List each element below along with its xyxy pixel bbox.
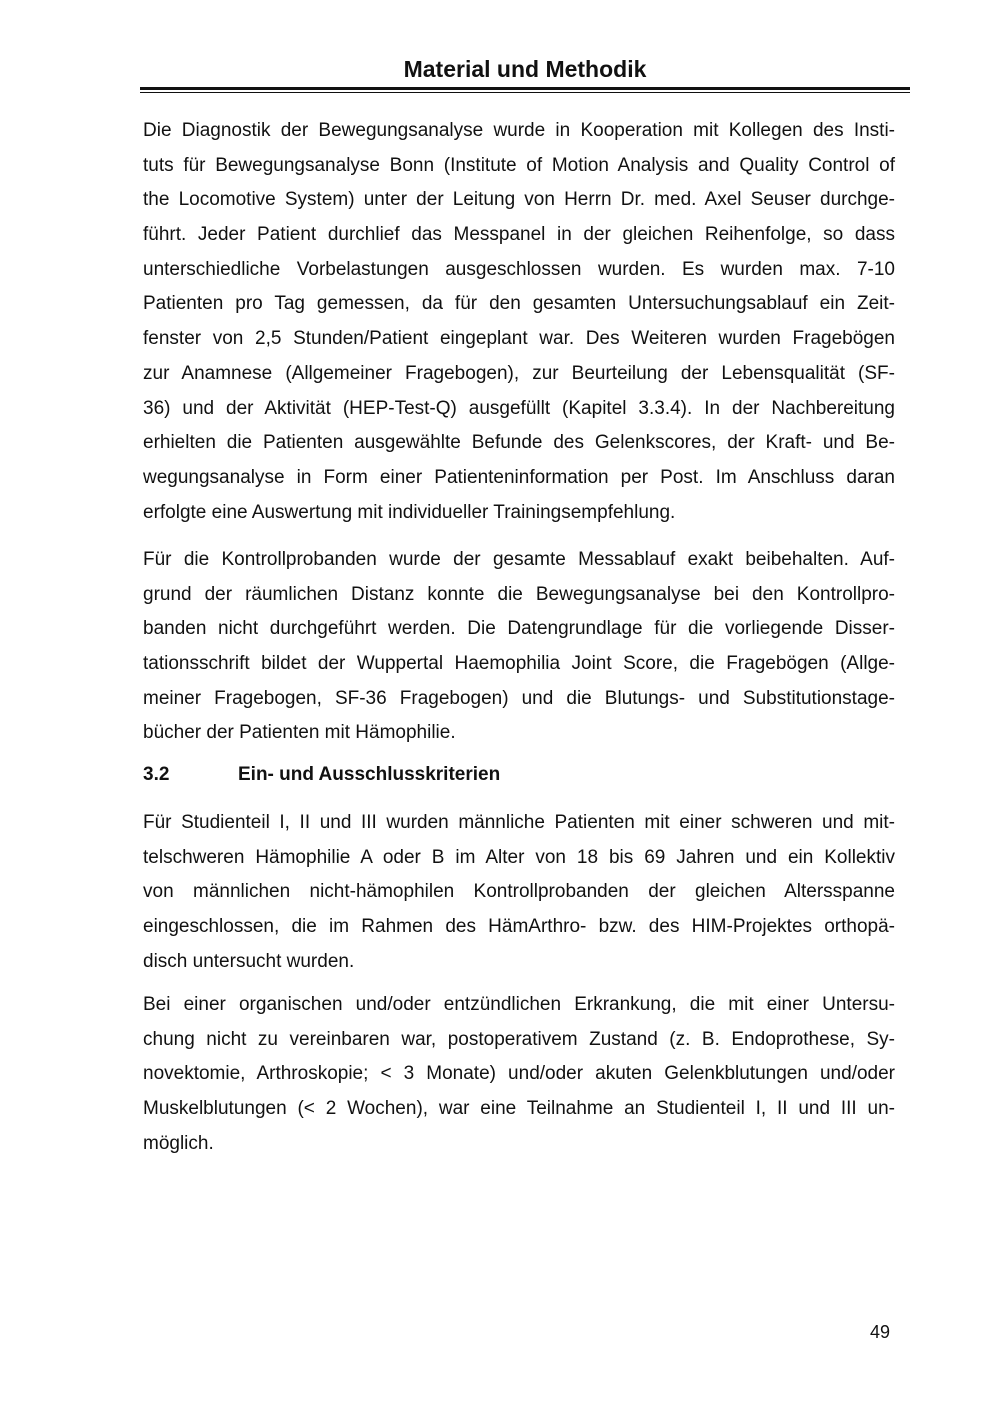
text-line: the Locomotive System) unter der Leitung von Herrn Dr. med. Axel Seuser durchge- [143,189,895,211]
text-line: Bei einer organischen und/oder entzündlichen Erkrankung, die mit einer Untersu- [143,994,895,1015]
paragraph [143,543,895,751]
text-line: grund der räumlichen Distanz konnte die Bewegungsanalyse bei den Kontrollpro- [143,583,895,605]
section-heading [143,764,500,786]
text-line: tationsschrift bildet der Wuppertal Haemophilia Joint Score, die Fragebögen (Allge- [143,653,895,675]
text-line: zur Anamnese (Allgemeiner Fragebogen), zur Beurteilung der Lebensqualität (SF- [143,362,895,384]
text-line: chung nicht zu vereinbaren war, postoperativem Zustand (z. B. Endoprothese, Sy- [143,1028,895,1050]
text-line: erfolgte eine Auswertung mit individueller Trainingsempfehlung. [143,501,676,523]
text-line: fenster von 2,5 Stunden/Patient eingeplant war. Des Weiteren wurden Fragebögen [143,328,895,350]
text-line: novektomie, Arthroskopie; < 3 Monate) und/oder akuten Gelenkblutungen und/oder [143,1063,895,1085]
text-line: wegungsanalyse in Form einer Patienteninformation per Post. Im Anschluss daran [143,466,895,488]
text-line: telschweren Hämophilie A oder B im Alter von 18 bis 69 Jahren und ein Kollektiv [143,846,895,868]
text-line: tuts für Bewegungsanalyse Bonn (Institute of Motion Analysis and Quality Control of [143,154,895,176]
text-line: möglich. [143,1132,214,1154]
text-line: Patienten pro Tag gemessen, da für den gesamten Untersuchungsablauf ein Zeit- [143,293,895,315]
text-line: 36) und der Aktivität (HEP-Test-Q) ausgefüllt (Kapitel 3.3.4). In der Nachbereitung [143,397,895,419]
page-number: 49 [870,1322,891,1342]
text-line: führt. Jeder Patient durchlief das Messpanel in der gleichen Reihenfolge, so dass [143,224,895,246]
section-title: Ein- und Ausschlusskriterien [238,764,501,785]
text-line: banden nicht durchgeführt werden. Die Datengrundlage für die vorliegende Disser- [143,618,895,640]
running-header: Material und Methodik [403,56,647,82]
text-line: disch untersucht wurden. [143,950,355,972]
text-line: unterschiedliche Vorbelastungen ausgeschlossen wurden. Es wurden max. 7-10 [143,258,895,280]
header-rule-thin [140,92,910,93]
paragraph [143,114,895,530]
text-line: meiner Fragebogen, SF-36 Fragebogen) und die Blutungs- und Substitutionstage- [143,687,895,709]
text-line: erhielten die Patienten ausgewählte Befunde des Gelenkscores, der Kraft- und Be- [143,432,895,454]
text-line: von männlichen nicht-hämophilen Kontrollprobanden der gleichen Altersspanne [143,881,895,903]
section-number: 3.2 [143,764,170,785]
text-line: Die Diagnostik der Bewegungsanalyse wurde in Kooperation mit Kollegen des Insti- [143,120,895,141]
text-line: bücher der Patienten mit Hämophilie. [143,722,456,744]
paragraph [143,806,895,979]
paragraph [143,988,895,1161]
text-line: Muskelblutungen (< 2 Wochen), war eine Teilnahme an Studienteil I, II und III un- [143,1098,895,1120]
header-rule-thick [140,87,910,90]
text-line: Für Studienteil I, II und III wurden männliche Patienten mit einer schweren und mit- [143,812,895,833]
text-line: Für die Kontrollprobanden wurde der gesamte Messablauf exakt beibehalten. Auf- [143,549,895,570]
text-line: eingeschlossen, die im Rahmen des HämArthro- bzw. des HIM-Projektes orthopä- [143,916,895,938]
